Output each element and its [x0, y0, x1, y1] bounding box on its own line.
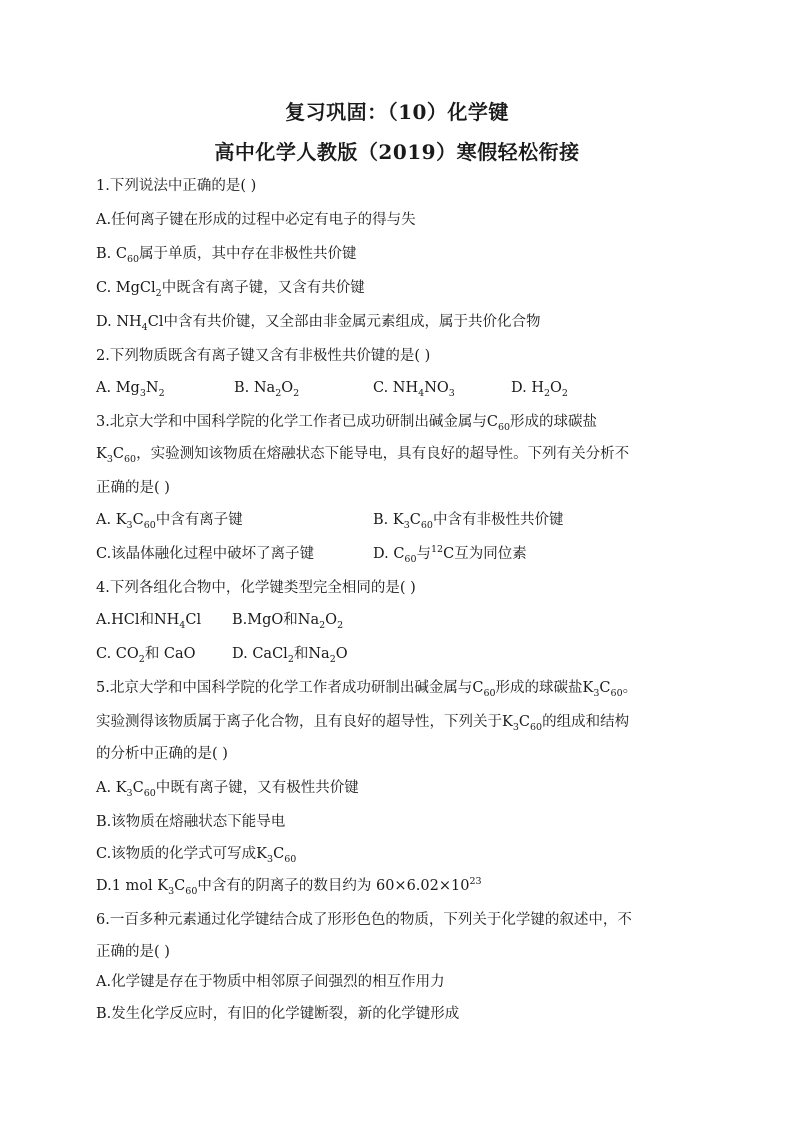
- q6-option-b: B.发生化学反应时，有旧的化学键断裂，新的化学键形成: [96, 1006, 460, 1022]
- q5-option-b: B.该物质在熔融状态下能导电: [96, 814, 286, 830]
- q3-stem-line2: $K_3C_{60}$，实验测知该物质在熔融状态下能导电，具有良好的超导性。下列有关分析不: [96, 446, 630, 465]
- q5-option-d: D.1 mol $K_3C_{60}$中含有的阴离子的数目约为 $60\times 6.02\times 10^{23}$: [96, 876, 482, 897]
- q3-option-a: A. $K_3C_{60}$中含有离子键: [96, 512, 243, 531]
- q2-option-c: C. $NH_4NO_3$: [373, 380, 455, 399]
- q1-option-d: D. $NH_4Cl$中含有共价键，又全部由非金属元素组成，属于共价化合物: [96, 314, 541, 333]
- q3-option-d: D. $C_{60}$与$^{12}$C互为同位素: [373, 544, 527, 565]
- document-title: 复习巩固：（10）化学键: [285, 100, 509, 124]
- q3-option-b: B. $K_3C_{60}$中含有非极性共价键: [373, 512, 564, 531]
- q4-option-d: D. CaCl$_2$和$Na_2O$: [232, 646, 348, 665]
- q3-option-c: C.该晶体融化过程中破坏了离子键: [96, 546, 315, 562]
- q2-stem: 2.下列物质既含有离子键又含有非极性共价键的是( ): [96, 348, 431, 364]
- q4-option-a: A.HCl和$NH_4Cl$: [96, 612, 202, 631]
- q3-stem-line1: 3.北京大学和中国科学院的化学工作者已成功研制出碱金属与$C_{60}$形成的球碳盐: [96, 414, 598, 433]
- q1-stem: 1.下列说法中正确的是( ): [96, 178, 257, 194]
- q6-stem-line2: 正确的是( ): [96, 944, 170, 960]
- q1-option-b: B. $C_{60}$属于单质，其中存在非极性共价键: [96, 246, 357, 265]
- q2-option-d: D. $H_2O_2$: [511, 380, 568, 399]
- q6-option-a: A.化学键是存在于物质中相邻原子间强烈的相互作用力: [96, 974, 445, 990]
- q4-option-c: C. $CO_2$和 CaO: [96, 646, 196, 665]
- q1-option-a: A.任何离子键在形成的过程中必定有电子的得与失: [96, 212, 416, 228]
- document-subtitle: 高中化学人教版（2019）寒假轻松衔接: [214, 140, 580, 164]
- q5-stem-line1: 5.北京大学和中国科学院的化学工作者成功研制出碱金属与$C_{60}$形成的球碳盐$K_3C_{60}$。: [96, 680, 638, 699]
- q5-option-c: C.该物质的化学式可写成$K_3C_{60}$: [96, 846, 297, 865]
- q2-option-a: A. $Mg_3N_2$: [96, 380, 165, 399]
- q5-stem-line2: 实验测得该物质属于离子化合物，且有良好的超导性，下列关于$K_3C_{60}$的组成和结构: [96, 714, 630, 733]
- q3-stem-line3: 正确的是( ): [96, 480, 170, 496]
- q6-stem-line1: 6.一百多种元素通过化学键结合成了形形色色的物质，下列关于化学键的叙述中，不: [96, 912, 632, 928]
- q1-option-c: C. MgCl$_2$中既含有离子键，又含有共价键: [96, 280, 365, 299]
- q5-option-a: A. $K_3C_{60}$中既有离子键，又有极性共价键: [96, 780, 359, 799]
- q5-stem-line3: 的分析中正确的是( ): [96, 746, 228, 762]
- q4-stem: 4.下列各组化合物中，化学键类型完全相同的是( ): [96, 580, 416, 596]
- q2-option-b: B. $Na_2O_2$: [234, 380, 300, 399]
- q4-option-b: B.MgO和$Na_2O_2$: [232, 612, 344, 631]
